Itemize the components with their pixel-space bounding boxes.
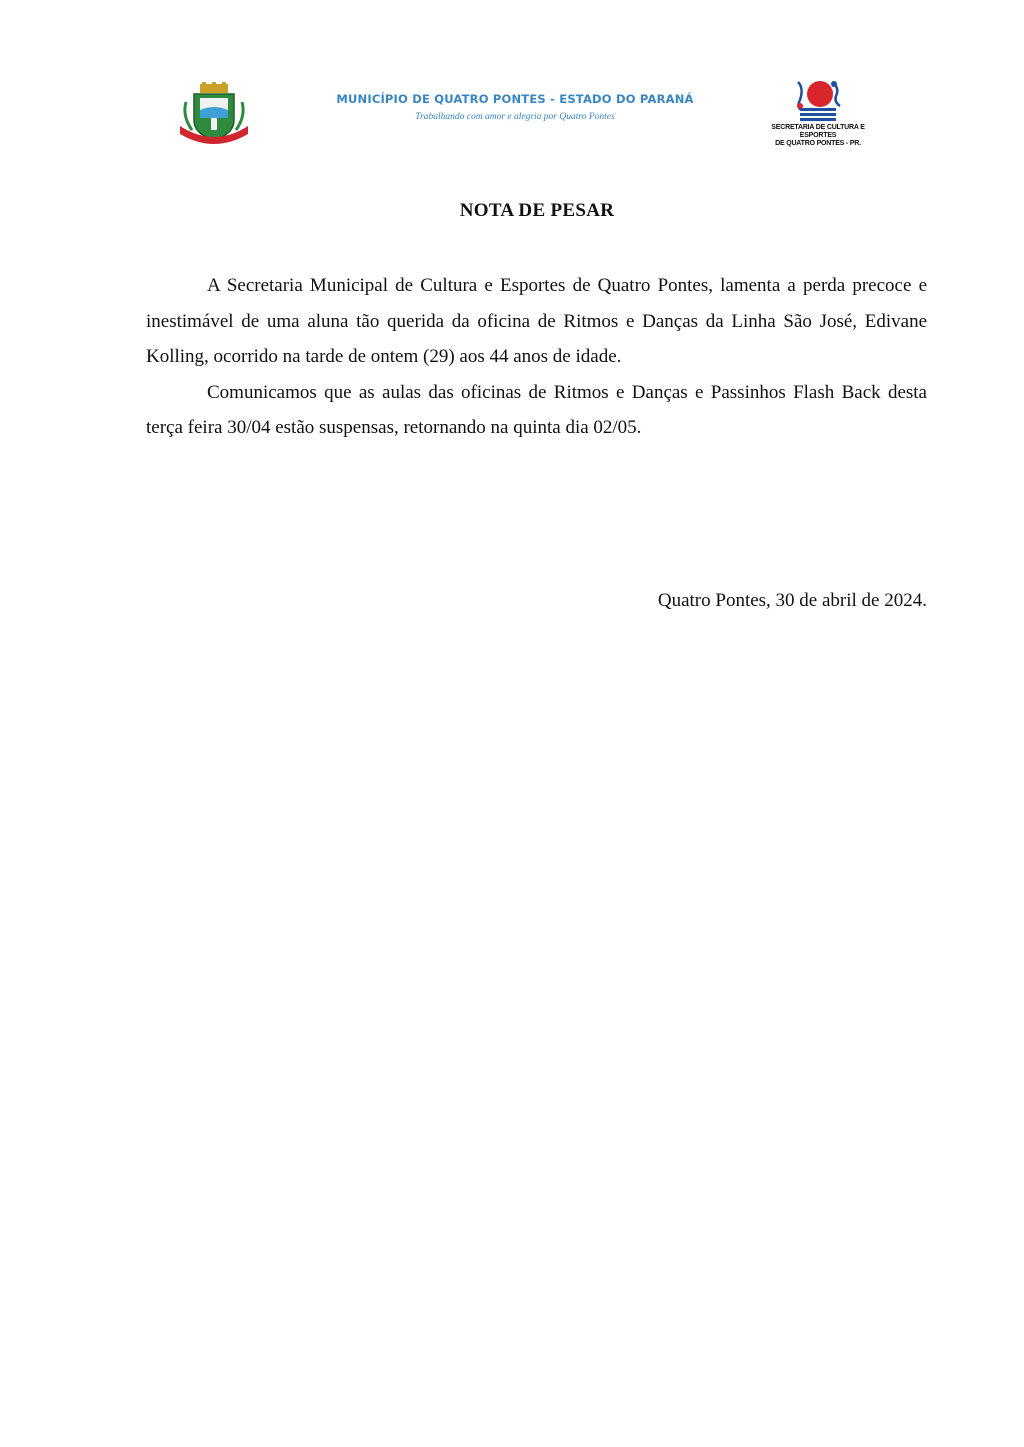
document-body xyxy=(146,268,927,446)
secretariat-logo-line1: SECRETARIA DE CULTURA E ESPORTES xyxy=(771,124,865,139)
municipality-title: MUNICÍPIO DE QUATRO PONTES - ESTADO DO PARANÁ xyxy=(336,92,694,106)
municipality-header xyxy=(310,92,720,122)
municipality-slogan: Trabalhando com amor e alegria por Quatro Pontes xyxy=(415,112,615,122)
secretariat-logo-line2: DE QUATRO PONTES - PR. xyxy=(775,140,861,147)
document-title: NOTA DE PESAR xyxy=(459,200,615,221)
place-and-date: Quatro Pontes, 30 de abril de 2024. xyxy=(657,590,927,611)
secretariat-logo-text xyxy=(760,124,876,148)
secretariat-logo xyxy=(760,78,876,148)
letterhead xyxy=(0,78,1024,158)
paragraph: Comunicamos que as aulas das oficinas de Ritmos e Danças e Passinhos Flash Back desta terça feira 30/04 estão suspensas, retornando na quinta dia 02/05. xyxy=(146,381,927,438)
paragraph: A Secretaria Municipal de Cultura e Esportes de Quatro Pontes, lamenta a perda precoce e inestimável de uma aluna tão querida da oficina de Ritmos e Danças da Linha São José, Edivane Kolling, ocorrido na tarde de ontem (29) aos 44 anos de idade. xyxy=(146,275,927,367)
culture-sports-logo-icon xyxy=(790,78,846,122)
municipal-coat-of-arms-icon xyxy=(178,82,250,146)
